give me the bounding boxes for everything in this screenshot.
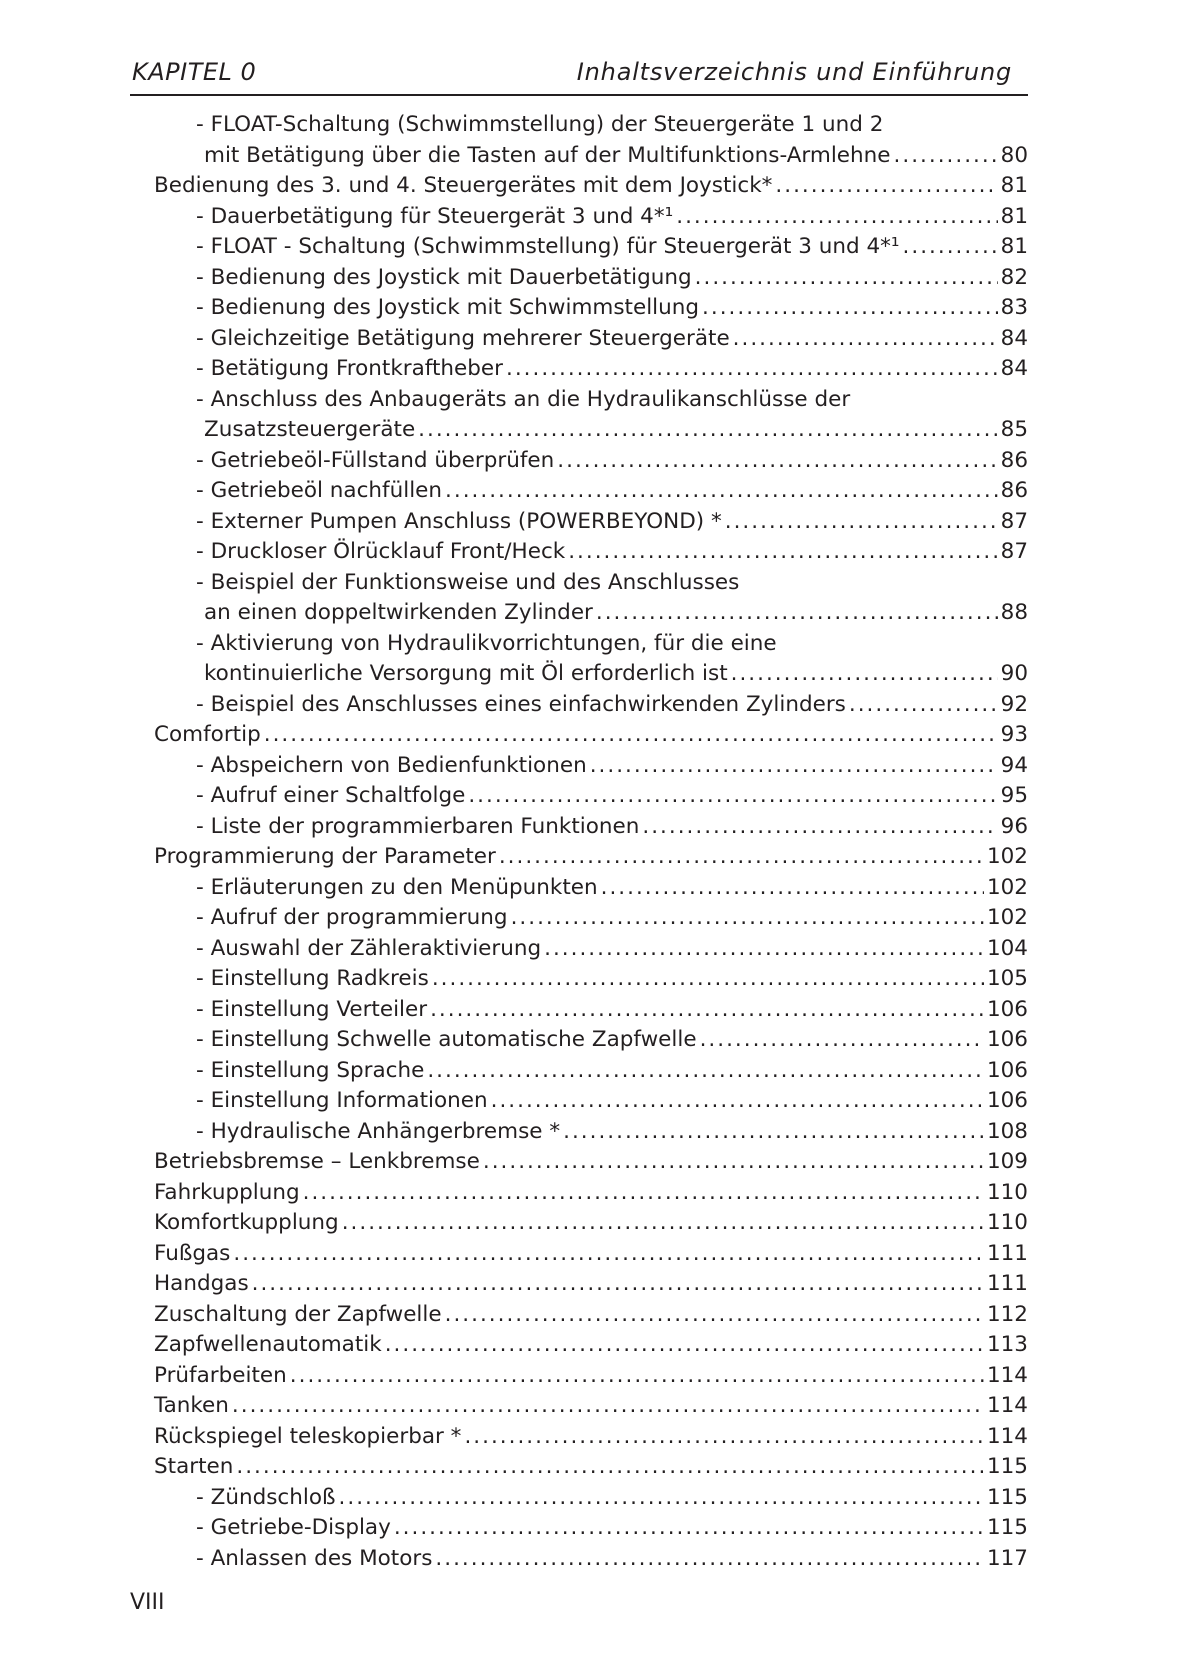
- toc-entry[interactable]: [154, 1269, 1028, 1300]
- toc-entry-label: - Zündschloß: [196, 1484, 336, 1510]
- dot-leader: [252, 1269, 984, 1300]
- toc-entry-label: - Getriebe-Display: [196, 1515, 391, 1540]
- toc-entry[interactable]: [154, 568, 1028, 599]
- toc-entry[interactable]: [154, 1391, 1028, 1422]
- toc-entry[interactable]: [154, 1361, 1028, 1392]
- toc-entry-label: - Einstellung Schwelle automatische Zapfwelle: [196, 1027, 697, 1052]
- toc-entry-page: 115: [986, 1515, 1028, 1540]
- toc-entry-page: 96: [1000, 813, 1028, 839]
- toc-entry-label: - FLOAT - Schaltung (Schwimmstellung) für Steuergerät 3 und 4*¹: [196, 234, 900, 259]
- toc-entry-label: - Betätigung Frontkraftheber: [196, 356, 503, 381]
- toc-entry-label: Starten: [154, 1454, 234, 1479]
- toc-entry-page: 93: [1000, 722, 1028, 747]
- dot-leader: [544, 934, 984, 965]
- dot-leader: [430, 995, 984, 1026]
- dot-leader: [596, 598, 998, 629]
- toc-entry-page: 84: [1000, 325, 1028, 351]
- dot-leader: [491, 1086, 984, 1117]
- dot-leader: [264, 720, 998, 751]
- toc-entry[interactable]: [154, 934, 1028, 965]
- toc-entry[interactable]: [154, 781, 1028, 812]
- toc-entry-page: 86: [1000, 447, 1028, 473]
- toc-entry-page: 88: [1000, 600, 1028, 625]
- toc-entry-label: - Bedienung des Joystick mit Schwimmstellung: [196, 295, 700, 320]
- toc-entry-label: - Einstellung Informationen: [196, 1088, 488, 1113]
- toc-entry-page: 114: [986, 1362, 1028, 1388]
- toc-entry-label: Bedienung des 3. und 4. Steuergerätes mit dem Joystick*: [154, 173, 773, 198]
- toc-entry[interactable]: [154, 293, 1028, 324]
- dot-leader: [342, 1208, 984, 1239]
- toc-entry-page: 87: [1000, 539, 1028, 564]
- toc-entry-page: 106: [986, 1027, 1028, 1052]
- dot-leader: [590, 751, 998, 782]
- dot-leader: [511, 903, 984, 934]
- page-header: [130, 58, 1028, 96]
- dot-leader: [233, 1239, 984, 1270]
- toc-entry-page: 112: [986, 1301, 1028, 1327]
- chapter-title: KAPITEL 0: [132, 58, 257, 86]
- toc-entry-label: - Aufruf der programmierung: [196, 905, 508, 930]
- toc-entry-page: 106: [986, 996, 1028, 1022]
- dot-leader: [700, 1025, 984, 1056]
- toc-entry-label: Rückspiegel teleskopierbar *: [154, 1423, 462, 1449]
- toc-entry-label: - Dauerbetätigung für Steuergerät 3 und 4*¹: [196, 203, 674, 229]
- toc-entry-page: 102: [986, 844, 1028, 869]
- toc-entry-page: 84: [1000, 356, 1028, 381]
- dot-leader: [445, 1300, 984, 1331]
- toc-entry[interactable]: [154, 110, 1028, 141]
- toc-entry-label: Comfortip: [154, 722, 261, 747]
- section-title: Inhaltsverzeichnis und Einführung: [576, 58, 1012, 86]
- toc-entry-page: 110: [986, 1210, 1028, 1235]
- toc-entry-label: - Abspeichern von Bedienfunktionen: [196, 752, 587, 778]
- toc-entry-page: 81: [1000, 173, 1028, 198]
- toc-entry[interactable]: [154, 507, 1028, 538]
- toc-entry-label: - Auswahl der Zähleraktivierung: [196, 935, 542, 961]
- toc-entry-page: 90: [1000, 661, 1028, 686]
- toc-entry[interactable]: [154, 903, 1028, 934]
- dot-leader: [236, 1452, 984, 1483]
- toc-entry[interactable]: [154, 232, 1028, 263]
- dot-leader: [468, 781, 997, 812]
- dot-leader: [445, 476, 998, 507]
- toc-entry-page: 82: [1000, 264, 1028, 290]
- toc-entry-label: - Liste der programmierbaren Funktionen: [196, 813, 640, 839]
- toc-entry[interactable]: [154, 202, 1028, 233]
- toc-entry[interactable]: [154, 1300, 1028, 1331]
- toc-entry-page: 85: [1000, 417, 1028, 442]
- toc-entry-page: 94: [1000, 752, 1028, 778]
- toc-entry-label: - Erläuterungen zu den Menüpunkten: [196, 874, 598, 900]
- toc-entry[interactable]: [154, 1513, 1028, 1544]
- dot-leader: [695, 263, 998, 294]
- toc-entry[interactable]: [154, 263, 1028, 294]
- toc-entry-page: 102: [986, 874, 1028, 900]
- toc-entry-page: 83: [1000, 295, 1028, 320]
- toc-entry[interactable]: [154, 995, 1028, 1026]
- toc-entry[interactable]: [154, 415, 1028, 446]
- toc-entry[interactable]: [154, 1239, 1028, 1270]
- toc-entry[interactable]: [154, 1117, 1028, 1148]
- toc-entry-label: - Anlassen des Motors: [196, 1545, 433, 1571]
- toc-entry-page: 81: [1000, 234, 1028, 259]
- dot-leader: [339, 1483, 984, 1514]
- dot-leader: [642, 812, 997, 843]
- dot-leader: [303, 1178, 984, 1209]
- toc-entry-page: 117: [986, 1545, 1028, 1571]
- dot-leader: [676, 202, 997, 233]
- toc-entry-page: 111: [986, 1240, 1028, 1266]
- toc-entry-page: 115: [986, 1454, 1028, 1479]
- toc-entry-label: Komfortkupplung: [154, 1210, 339, 1235]
- toc-entry-label: - Getriebeöl-Füllstand überprüfen: [196, 447, 555, 473]
- toc-entry[interactable]: [154, 598, 1028, 629]
- toc-entry-page: 92: [1000, 691, 1028, 717]
- dot-leader: [568, 537, 997, 568]
- toc-entry-label: - Aktivierung von Hydraulikvorrichtungen, für die eine: [196, 630, 777, 656]
- toc-entry[interactable]: [154, 1086, 1028, 1117]
- toc-entry-label: Fußgas: [154, 1240, 231, 1266]
- toc-entry[interactable]: [154, 354, 1028, 385]
- dot-leader: [775, 171, 997, 202]
- dot-leader: [394, 1513, 984, 1544]
- toc-entry[interactable]: [154, 720, 1028, 751]
- toc-entry[interactable]: [154, 1483, 1028, 1514]
- toc-entry[interactable]: [154, 1330, 1028, 1361]
- toc-entry-label: - Aufruf einer Schaltfolge: [196, 783, 466, 808]
- dot-leader: [506, 354, 998, 385]
- toc-entry-page: 106: [986, 1057, 1028, 1083]
- toc-entry-page: 114: [986, 1393, 1028, 1418]
- toc-entry[interactable]: [154, 1056, 1028, 1087]
- toc-entry[interactable]: [154, 141, 1028, 172]
- toc-entry[interactable]: [154, 324, 1028, 355]
- toc-entry-page: 105: [986, 966, 1028, 991]
- toc-entry[interactable]: [154, 690, 1028, 721]
- toc-entry[interactable]: [154, 842, 1028, 873]
- dot-leader: [232, 1391, 984, 1422]
- toc-entry-label: - Beispiel der Funktionsweise und des Anschlusses: [196, 569, 740, 595]
- toc-entry-label: - Einstellung Verteiler: [196, 996, 428, 1022]
- toc-entry-label: - Anschluss des Anbaugeräts an die Hydraulikanschlüsse der: [196, 386, 851, 412]
- toc-entry-label: - Gleichzeitige Betätigung mehrerer Steuergeräte: [196, 325, 730, 351]
- dot-leader: [725, 507, 998, 538]
- toc-entry-page: 80: [1000, 142, 1028, 168]
- toc-entry[interactable]: [154, 1544, 1028, 1575]
- toc-entry[interactable]: [154, 751, 1028, 782]
- toc-entry-page: 115: [986, 1484, 1028, 1510]
- toc-entry-label: an einen doppeltwirkenden Zylinder: [204, 600, 593, 625]
- toc-entry-label: - Hydraulische Anhängerbremse *: [196, 1118, 561, 1144]
- toc-entry-page: 108: [986, 1118, 1028, 1144]
- toc-entry-page: 95: [1000, 783, 1028, 808]
- toc-entry-label: - Beispiel des Anschlusses eines einfachwirkenden Zylinders: [196, 691, 846, 717]
- toc-entry-label: Prüfarbeiten: [154, 1362, 287, 1388]
- dot-leader: [731, 659, 998, 690]
- page-number: VIII: [130, 1590, 165, 1615]
- toc-entry-page: 110: [986, 1179, 1028, 1205]
- table-of-contents: [154, 110, 1028, 1574]
- toc-entry[interactable]: [154, 659, 1028, 690]
- toc-entry[interactable]: [154, 873, 1028, 904]
- toc-entry-label: Fahrkupplung: [154, 1179, 300, 1205]
- toc-entry-label: kontinuierliche Versorgung mit Öl erforderlich ist: [204, 661, 728, 686]
- toc-entry[interactable]: [154, 812, 1028, 843]
- toc-entry-label: mit Betätigung über die Tasten auf der Multifunktions-Armlehne: [204, 142, 891, 168]
- toc-entry-page: 114: [986, 1423, 1028, 1449]
- toc-entry[interactable]: [154, 1208, 1028, 1239]
- toc-entry-page: 113: [986, 1332, 1028, 1357]
- toc-entry-label: - FLOAT-Schaltung (Schwimmstellung) der Steuergeräte 1 und 2: [196, 112, 884, 137]
- toc-entry-label: - Einstellung Sprache: [196, 1057, 425, 1083]
- toc-entry-page: 86: [1000, 478, 1028, 503]
- dot-leader: [290, 1361, 984, 1392]
- toc-entry-page: 109: [986, 1149, 1028, 1174]
- toc-entry-label: Handgas: [154, 1271, 249, 1296]
- toc-entry-label: Zusatzsteuergeräte: [204, 417, 416, 442]
- toc-entry-page: 102: [986, 905, 1028, 930]
- dot-leader: [464, 1422, 984, 1453]
- toc-entry-label: - Externer Pumpen Anschluss (POWERBEYOND) *: [196, 508, 722, 534]
- toc-entry[interactable]: [154, 537, 1028, 568]
- toc-entry[interactable]: [154, 446, 1028, 477]
- dot-leader: [427, 1056, 984, 1087]
- toc-entry[interactable]: [154, 1147, 1028, 1178]
- toc-entry-label: Programmierung der Parameter: [154, 844, 496, 869]
- dot-leader: [702, 293, 998, 324]
- toc-entry-page: 87: [1000, 508, 1028, 534]
- toc-entry-label: - Getriebeöl nachfüllen: [196, 478, 443, 503]
- dot-leader: [435, 1544, 984, 1575]
- toc-entry[interactable]: [154, 171, 1028, 202]
- toc-entry-label: - Einstellung Radkreis: [196, 966, 429, 991]
- dot-leader: [903, 232, 998, 263]
- toc-entry-label: Zuschaltung der Zapfwelle: [154, 1301, 442, 1327]
- toc-entry-page: 111: [986, 1271, 1028, 1296]
- toc-entry-page: 104: [986, 935, 1028, 961]
- toc-entry[interactable]: [154, 385, 1028, 416]
- dot-leader: [499, 842, 984, 873]
- toc-entry-page: 106: [986, 1088, 1028, 1113]
- dot-leader: [432, 964, 984, 995]
- dot-leader: [418, 415, 997, 446]
- toc-entry[interactable]: [154, 629, 1028, 660]
- dot-leader: [849, 690, 998, 721]
- dot-leader: [601, 873, 984, 904]
- toc-entry[interactable]: [154, 1452, 1028, 1483]
- toc-entry-label: - Bedienung des Joystick mit Dauerbetätigung: [196, 264, 692, 290]
- toc-entry[interactable]: [154, 1025, 1028, 1056]
- toc-entry-label: Tanken: [154, 1393, 229, 1418]
- toc-entry[interactable]: [154, 1178, 1028, 1209]
- dot-leader: [894, 141, 998, 172]
- dot-leader: [483, 1147, 984, 1178]
- toc-entry[interactable]: [154, 476, 1028, 507]
- toc-entry-page: 81: [1000, 203, 1028, 229]
- toc-entry-label: - Druckloser Ölrücklauf Front/Heck: [196, 539, 566, 564]
- toc-entry[interactable]: [154, 1422, 1028, 1453]
- dot-leader: [733, 324, 998, 355]
- dot-leader: [385, 1330, 984, 1361]
- dot-leader: [557, 446, 997, 477]
- toc-entry-label: Zapfwellenautomatik: [154, 1332, 382, 1357]
- toc-entry-label: Betriebsbremse – Lenkbremse: [154, 1149, 480, 1174]
- dot-leader: [563, 1117, 984, 1148]
- toc-entry[interactable]: [154, 964, 1028, 995]
